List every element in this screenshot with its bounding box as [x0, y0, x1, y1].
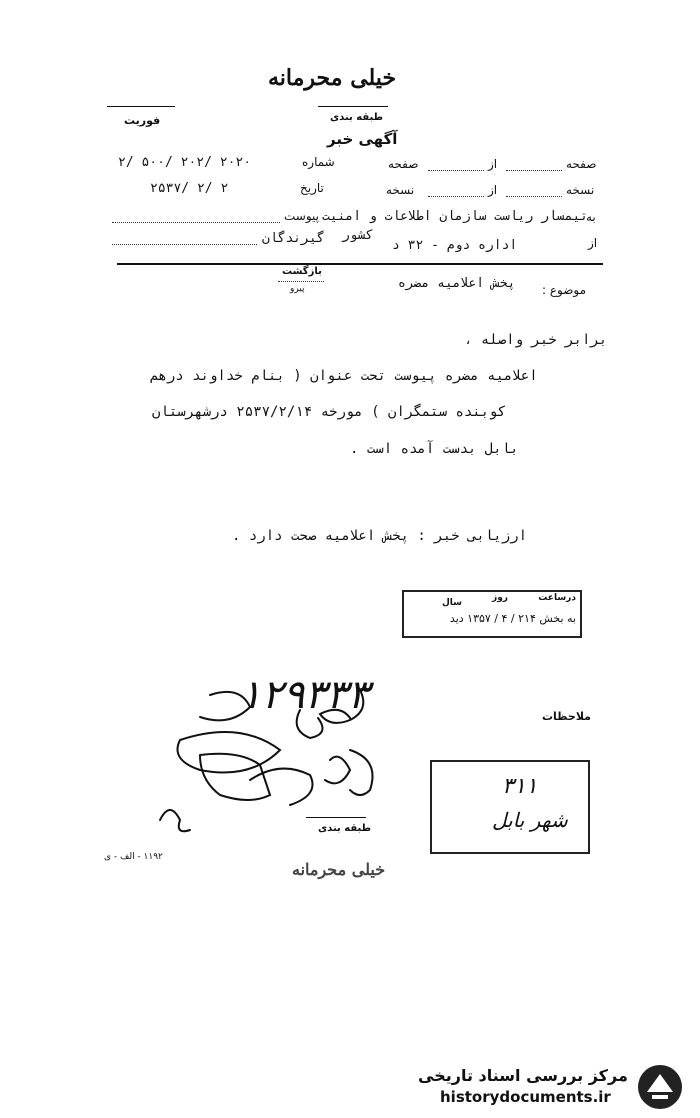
document-title: خیلی محرمانه	[268, 65, 397, 91]
classification-line	[318, 106, 388, 107]
body-line-1: برابر خبر واصله ،	[464, 332, 608, 348]
followup-label: پیرو	[290, 284, 305, 294]
watermark-title: مرکز بررسی اسناد تاریخی	[418, 1066, 628, 1085]
footer-classification-line	[306, 817, 366, 818]
page2-label: صفحه	[388, 157, 419, 171]
watermark-logo-icon	[635, 1062, 685, 1112]
copy2-label: نسخه	[386, 183, 415, 197]
stamp-day-label: روز	[492, 593, 508, 603]
date-label: تاریخ	[300, 181, 324, 195]
handwritten-signatures	[140, 680, 410, 840]
handwritten-number: ۱۲۹۳۳۳	[240, 672, 369, 718]
stamp-hour-label: درساعت	[538, 593, 576, 603]
header-divider	[117, 263, 603, 265]
footer-title: خیلی محرمانه	[292, 860, 386, 879]
page-from-dots	[428, 170, 484, 171]
copy-dots	[506, 196, 562, 197]
remarks-label: ملاحظات	[542, 710, 591, 723]
return-label: بازگشت	[282, 266, 322, 277]
recipient-dots	[112, 222, 280, 223]
body-line-4: بابل بدست آمده است .	[350, 441, 519, 457]
page-dots	[506, 170, 562, 171]
watermark-bar	[0, 1048, 700, 1118]
return-dots	[278, 281, 324, 282]
copy-from-label: از	[488, 183, 498, 197]
body-line-2: اعلامیه مضره پیوست تحت عنوان ( بنام خداوند درهم	[150, 368, 538, 384]
recipients-dots	[112, 244, 257, 245]
classification-label: طبقه بندی	[330, 112, 384, 123]
copy-from-dots	[428, 196, 484, 197]
city-stamp-text: شهر بابل	[492, 808, 568, 832]
city-stamp	[430, 760, 590, 854]
stamp-year-label: سال	[441, 598, 462, 608]
attachment-label: پیوست	[284, 209, 319, 223]
subject-label: موضوع :	[542, 283, 587, 297]
recipients-label: گیرندگان	[262, 231, 325, 246]
urgency-line	[107, 106, 175, 107]
subject-value: پخش اعلامیه مضره	[398, 276, 516, 291]
footer-code: ۱۱۹۲ - الف - ی	[104, 852, 163, 862]
footer-classification-label: طبقه بندی	[318, 823, 372, 834]
body-line-3: کوبنده ستمگران ) مورخه ۲۵۳۷/۲/۱۴ درشهرستان	[152, 404, 507, 420]
sender-label: از	[588, 236, 598, 250]
stamp-section-text: به بخش ۲۱۴ / ۴ / ۱۳۵۷ دید	[449, 612, 576, 625]
country-label: کشور	[342, 228, 374, 243]
number-label: شماره	[302, 155, 335, 169]
received-stamp	[402, 590, 582, 638]
page-from-label: از	[488, 157, 498, 171]
date-value: ۲۵۳۷/ ۲/ ۲	[150, 181, 229, 196]
city-stamp-number: ۳۱۱	[502, 774, 538, 799]
recipient-value: تیمسار ریاست سازمان اطلاعات و امنیت	[322, 209, 589, 224]
page-label: صفحه	[566, 157, 597, 171]
evaluation-text: ارزیابی خبر : پخش اعلامیه صحت دارد .	[232, 528, 528, 544]
recipient-label: به	[586, 210, 596, 224]
watermark-url: historydocuments.ir	[440, 1088, 611, 1106]
number-value: ۲/ ۵۰۰/ ۲۰۲/ ۲۰۲۰	[118, 155, 252, 170]
copy-label: نسخه	[566, 183, 595, 197]
sender-value: اداره دوم - ۳۲ د	[392, 238, 518, 253]
news-notice-label: آگهی خبر	[327, 130, 398, 148]
urgency-label: فوریت	[124, 114, 161, 127]
